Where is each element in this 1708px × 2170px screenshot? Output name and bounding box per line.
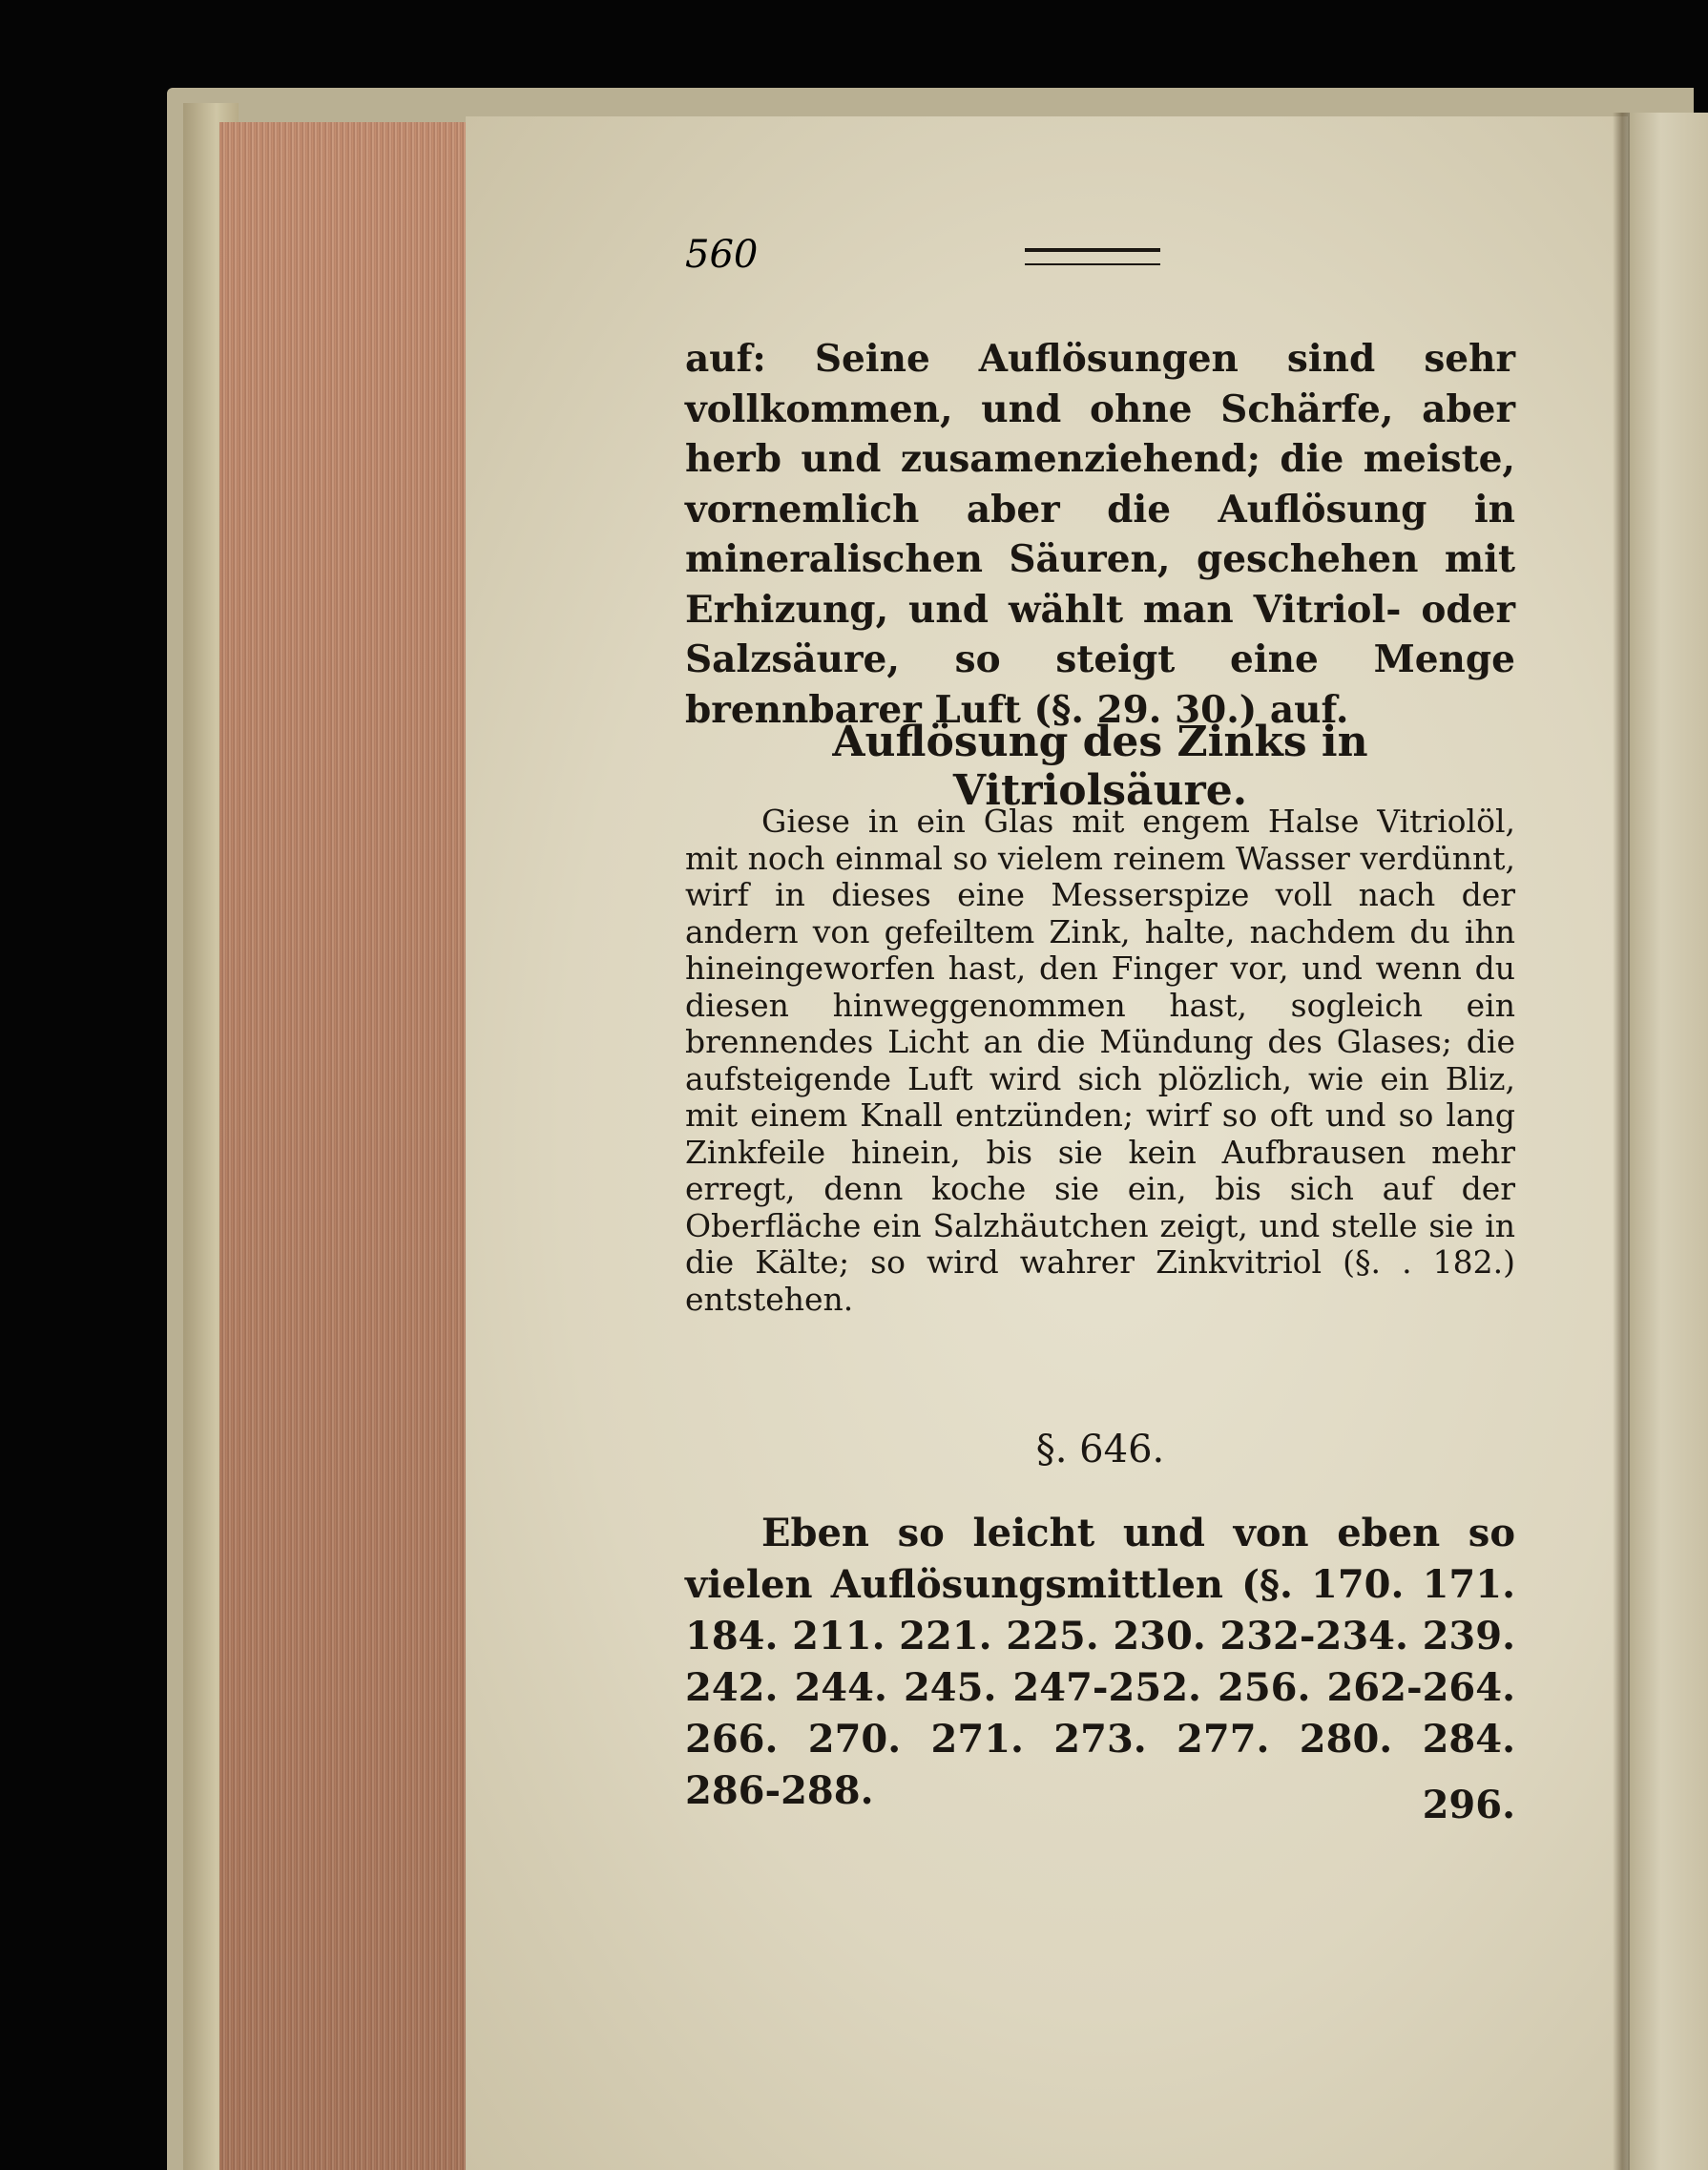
paragraph-2-text: Giese in ein Glas mit engem Halse Vitriolöl, mit noch einmal so vielem reinem Wasser verdünnt, wirf in dieses eine Messerspize voll nach der andern von gefeiltem Zink, halte, nachdem du ihn hineingeworfen hast, den Finger vor, und wenn du diesen hinweggenommen hast, sogleich ein brennendes Licht an die Mündung des Glases; die aufsteigende Luft wird sich plözlich, wie ein Bliz, mit einem Knall entzünden; wirf so oft und so lang Zinkfeile hinein, bis sie kein Aufbrausen mehr erregt, denn koche sie ein, bis sich auf der Oberfläche ein Salzhäutchen zeigt, und stelle sie in die Kälte; so wird wahrer Zinkvitriol (§. . 182.) entstehen. [685,803,1515,1318]
section-number: §. 646. [1035,1428,1165,1471]
page-gutter [1613,113,1632,2170]
page-number: 560 [685,233,759,277]
facing-page [1630,113,1708,2170]
paragraph-3-end: 296. [1422,1783,1515,1827]
paragraph-3-text: Eben so leicht und von eben so vielen Auflösungsmittlen (§. 170. 171. 184. 211. 221. 225. 230. 232-234. 239. 242. 244. 245. 247-252. 256. 262-264. 266. 270. 271. 273. 277. 280. 284. 286-288. [685,1511,1515,1813]
paragraph-1: auf: Seine Auflösungen sind sehr vollkommen, und ohne Schärfe, aber herb und zusamenziehend; die meiste, vornemlich aber die Auflösung in mineralischen Säuren, geschehen mit Erhizung, und wählt man Vitriol- oder Salzsäure, so steigt eine Menge brennbarer Luft (§. 29. 30.) auf. [685,337,1515,732]
page-header [685,233,1515,290]
page-edges-shade [219,122,466,2170]
paragraph-2 [685,803,1515,1318]
header-rule [1025,248,1160,265]
paragraph-3 [685,1508,1515,1817]
section-heading: Auflösung des Zinks in Vitriolsäure. [832,718,1368,815]
